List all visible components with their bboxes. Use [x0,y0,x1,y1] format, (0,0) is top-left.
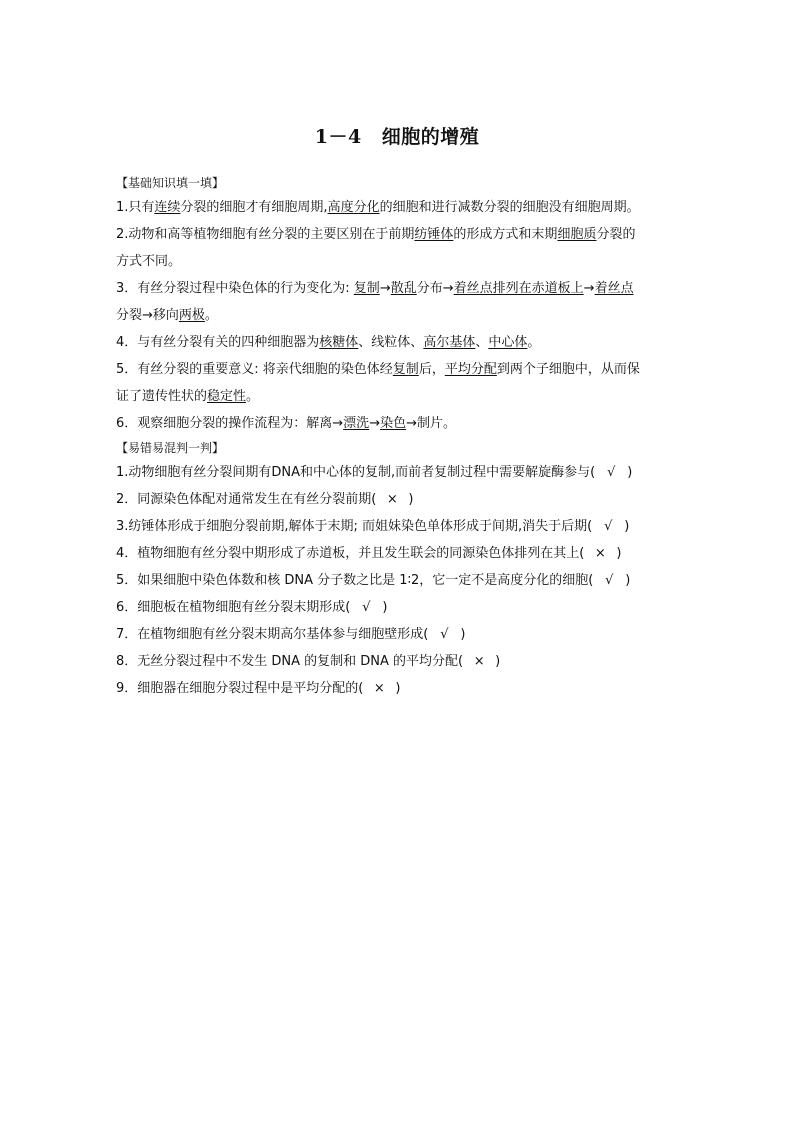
answer-blank: 稳定性 [207,389,247,404]
close-paren: ) [625,573,631,588]
text-segment: 4．与有丝分裂有关的四种细胞器为 [116,335,320,350]
answer-blank: 纺锤体 [414,227,454,242]
fill-item-2 [116,221,686,248]
fill-item-3-cont [116,302,686,329]
fill-item-6 [116,410,686,437]
close-paren: ) [395,681,401,696]
answer-blank: 复制 [353,281,380,296]
text-segment: 分裂→移向 [116,308,179,323]
text-segment: 1.只有 [116,200,155,215]
fill-item-4 [116,329,686,356]
text-segment: 到两个子细胞中，从而保 [496,362,640,377]
text-segment: 的细胞和进行减数分裂的细胞没有细胞周期。 [379,200,640,215]
text-segment: 的形成方式和末期 [453,227,558,242]
page-title [0,122,794,149]
judge-item [116,675,686,702]
text-segment: 。 [527,335,541,350]
answer-blank: 细胞质 [557,227,597,242]
answer-blank: 着丝点 [594,281,634,296]
judge-statement: 4．植物细胞有丝分裂中期形成了赤道板，并且发生联会的同源染色体排列在其上( [116,546,585,561]
answer-blank: 散乱 [390,281,417,296]
text-segment: → [583,281,595,296]
judge-statement: 5．如果细胞中染色体数和核 DNA 分子数之比是 1∶2，它一定不是高度分化的细胞( [116,573,594,588]
close-paren: ) [627,465,633,480]
answer-blank: 平均分配 [444,362,497,377]
answer-blank: 漂洗 [343,416,370,431]
text-segment: →制片。 [406,416,457,431]
text-segment: → [369,416,381,431]
judge-statement: 6．细胞板在植物细胞有丝分裂末期形成( [116,600,351,615]
text-segment: 5．有丝分裂的重要意义: 将亲代细胞的染色体经 [116,362,393,377]
title-number: 1－4 [314,126,362,148]
text-segment: 分裂的细胞才有细胞周期, [180,200,328,215]
answer-blank: 连续 [154,200,181,215]
check-mark: √ [604,519,613,534]
judge-statement: 2．同源染色体配对通常发生在有丝分裂前期( [116,492,377,507]
text-segment: 分布→ [416,281,454,296]
answer-blank: 高度分化 [327,200,380,215]
answer-blank: 着丝点排列在赤道板上 [453,281,584,296]
fill-item-1 [116,194,686,221]
fill-item-5 [116,356,686,383]
answer-blank: 中心体 [488,335,528,350]
judge-item [116,621,686,648]
close-paren: ) [624,519,630,534]
text-segment: 方式不同。 [116,254,182,269]
check-mark: √ [362,600,371,615]
judge-statement: 9．细胞器在细胞分裂过程中是平均分配的( [116,681,364,696]
check-mark: √ [607,465,616,480]
fill-item-3 [116,275,686,302]
close-paren: ) [408,492,414,507]
answer-blank: 复制 [392,362,419,377]
section-heading-basics: 【基础知识填一填】 [116,176,225,190]
judge-item [116,540,686,567]
text-segment: 分裂的 [596,227,636,242]
cross-mark: × [594,546,606,561]
close-paren: ) [460,627,466,642]
judge-item [116,513,686,540]
text-segment: 。 [204,308,218,323]
fill-item-2-cont [116,248,686,275]
text-segment: 、线粒体、 [358,335,424,350]
text-segment: 后， [418,362,445,377]
judge-statement: 1.动物细胞有丝分裂间期有DNA和中心体的复制,而前者复制过程中需要解旋酶参与( [116,465,596,480]
judge-item [116,459,686,486]
text-segment: 、 [475,335,489,350]
judge-statement: 8．无丝分裂过程中不发生 DNA 的复制和 DNA 的平均分配( [116,654,464,669]
cross-mark: × [473,654,485,669]
judge-item [116,594,686,621]
answer-blank: 两极 [178,308,205,323]
close-paren: ) [616,546,622,561]
judge-statement: 3.纺锤体形成于细胞分裂前期,解体于末期; 而姐妹染色单体形成于间期,消失于后期( [116,519,593,534]
check-mark: √ [605,573,614,588]
cross-mark: × [373,681,385,696]
section-heading-judgement: 【易错易混判一判】 [116,441,225,455]
content-body [116,172,686,702]
text-segment: → [379,281,391,296]
judge-item [116,648,686,675]
judge-statement: 7．在植物细胞有丝分裂末期高尔基体参与细胞壁形成( [116,627,429,642]
text-segment: 。 [246,389,260,404]
judge-item [116,567,686,594]
text-segment: 证了遗传性状的 [116,389,208,404]
text-segment: 2.动物和高等植物细胞有丝分裂的主要区别在于前期 [116,227,415,242]
text-segment: 6．观察细胞分裂的操作流程为：解离→ [116,416,344,431]
fill-item-5-cont [116,383,686,410]
close-paren: ) [495,654,501,669]
check-mark: √ [440,627,449,642]
judge-item [116,486,686,513]
answer-blank: 核糖体 [319,335,359,350]
title-text: 细胞的增殖 [381,126,480,148]
answer-blank: 高尔基体 [423,335,476,350]
close-paren: ) [382,600,388,615]
text-segment: 3．有丝分裂过程中染色体的行为变化为: [116,281,354,296]
cross-mark: × [386,492,398,507]
answer-blank: 染色 [380,416,407,431]
